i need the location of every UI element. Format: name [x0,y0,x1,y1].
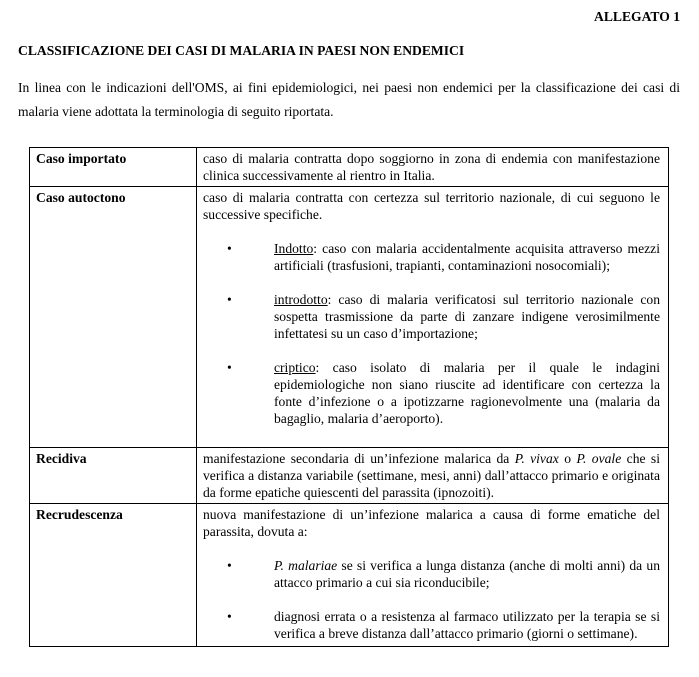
desc-recrudescenza [197,504,669,647]
subtype-label: introdotto [274,292,328,307]
species-ovale: P. ovale [576,451,622,466]
classification-table [29,147,669,647]
species-malariae: P. malariae [274,558,338,573]
term-recrudescenza: Recrudescenza [30,504,197,647]
bullet-icon: • [227,241,232,256]
term-caso-importato: Caso importato [30,148,197,187]
bullet-icon: • [227,609,232,624]
autoctono-subtypes [203,240,660,427]
table-row-recidiva [30,448,669,504]
desc-caso-importato: caso di malaria contratta dopo soggiorno in zona di endemia con manifestazione clinica successivamente al rientro in Italia. [197,148,669,187]
subtype-label: criptico [274,360,316,375]
table-row-recrudescenza [30,504,669,647]
bullet-icon: • [227,292,232,307]
list-item [203,291,660,342]
term-recidiva: Recidiva [30,448,197,504]
annex-label: ALLEGATO 1 [594,9,680,24]
list-item [203,557,660,591]
cause-text: diagnosi errata o a resistenza al farmaco utilizzato per la terapia se si verifica a breve distanza dall’attacco primario (giorni o settimane). [274,609,660,641]
table-row-importato [30,148,669,187]
subtype-label: Indotto [274,241,314,256]
autoctono-intro: caso di malaria contratta con certezza sul territorio nazionale, di cui seguono le successive specifiche. [203,190,660,222]
list-item [203,608,660,642]
table-row-autoctono [30,187,669,448]
bullet-icon: • [227,360,232,375]
intro-paragraph: In linea con le indicazioni dell'OMS, ai fini epidemiologici, nei paesi non endemici per la classificazione dei casi di malaria viene adottata la terminologia di seguito riportata. [18,80,680,119]
subtype-text: : caso con malaria accidentalmente acquisita attraverso mezzi artificiali (trasfusioni, trapianti, contaminazioni nosocomiali); [274,241,660,273]
recidiva-text-b: o [558,451,577,466]
list-item [203,240,660,274]
document-title: CLASSIFICAZIONE DEI CASI DI MALARIA IN PAESI NON ENDEMICI [18,43,465,58]
subtype-text: : caso isolato di malaria per il quale le indagini epidemiologiche non siano riuscite ad identificare con certezza la fonte d’infezione o a ipotizzarne ragionevolmente una (malaria da bagaglio, malaria d’aeroporto). [274,360,660,426]
desc-caso-autoctono [197,187,669,448]
recrudescenza-causes [203,557,660,642]
list-item [203,359,660,427]
species-vivax: P. vivax [514,451,559,466]
bullet-icon: • [227,558,232,573]
recrudescenza-intro: nuova manifestazione di un’infezione malarica a causa di forme ematiche del parassita, dovuta a: [203,507,660,539]
term-caso-autoctono: Caso autoctono [30,187,197,448]
desc-recidiva [197,448,669,504]
recidiva-text-a: manifestazione secondaria di un’infezione malarica da [203,451,515,466]
subtype-text: : caso di malaria verificatosi sul territorio nazionale con sospetta trasmissione da parte di zanzare indigene verosimilmente infettatesi su un caso d’importazione; [274,292,660,341]
cause-text: se si verifica a lunga distanza (anche di molti anni) da un attacco primario a cui sia riconducibile; [274,558,660,590]
recidiva-text-c: che si verifica a distanza variabile (settimane, mesi, anni) dall’attacco primario e originata da forme epatiche quiescenti del parassita (ipnozoiti). [203,451,661,500]
